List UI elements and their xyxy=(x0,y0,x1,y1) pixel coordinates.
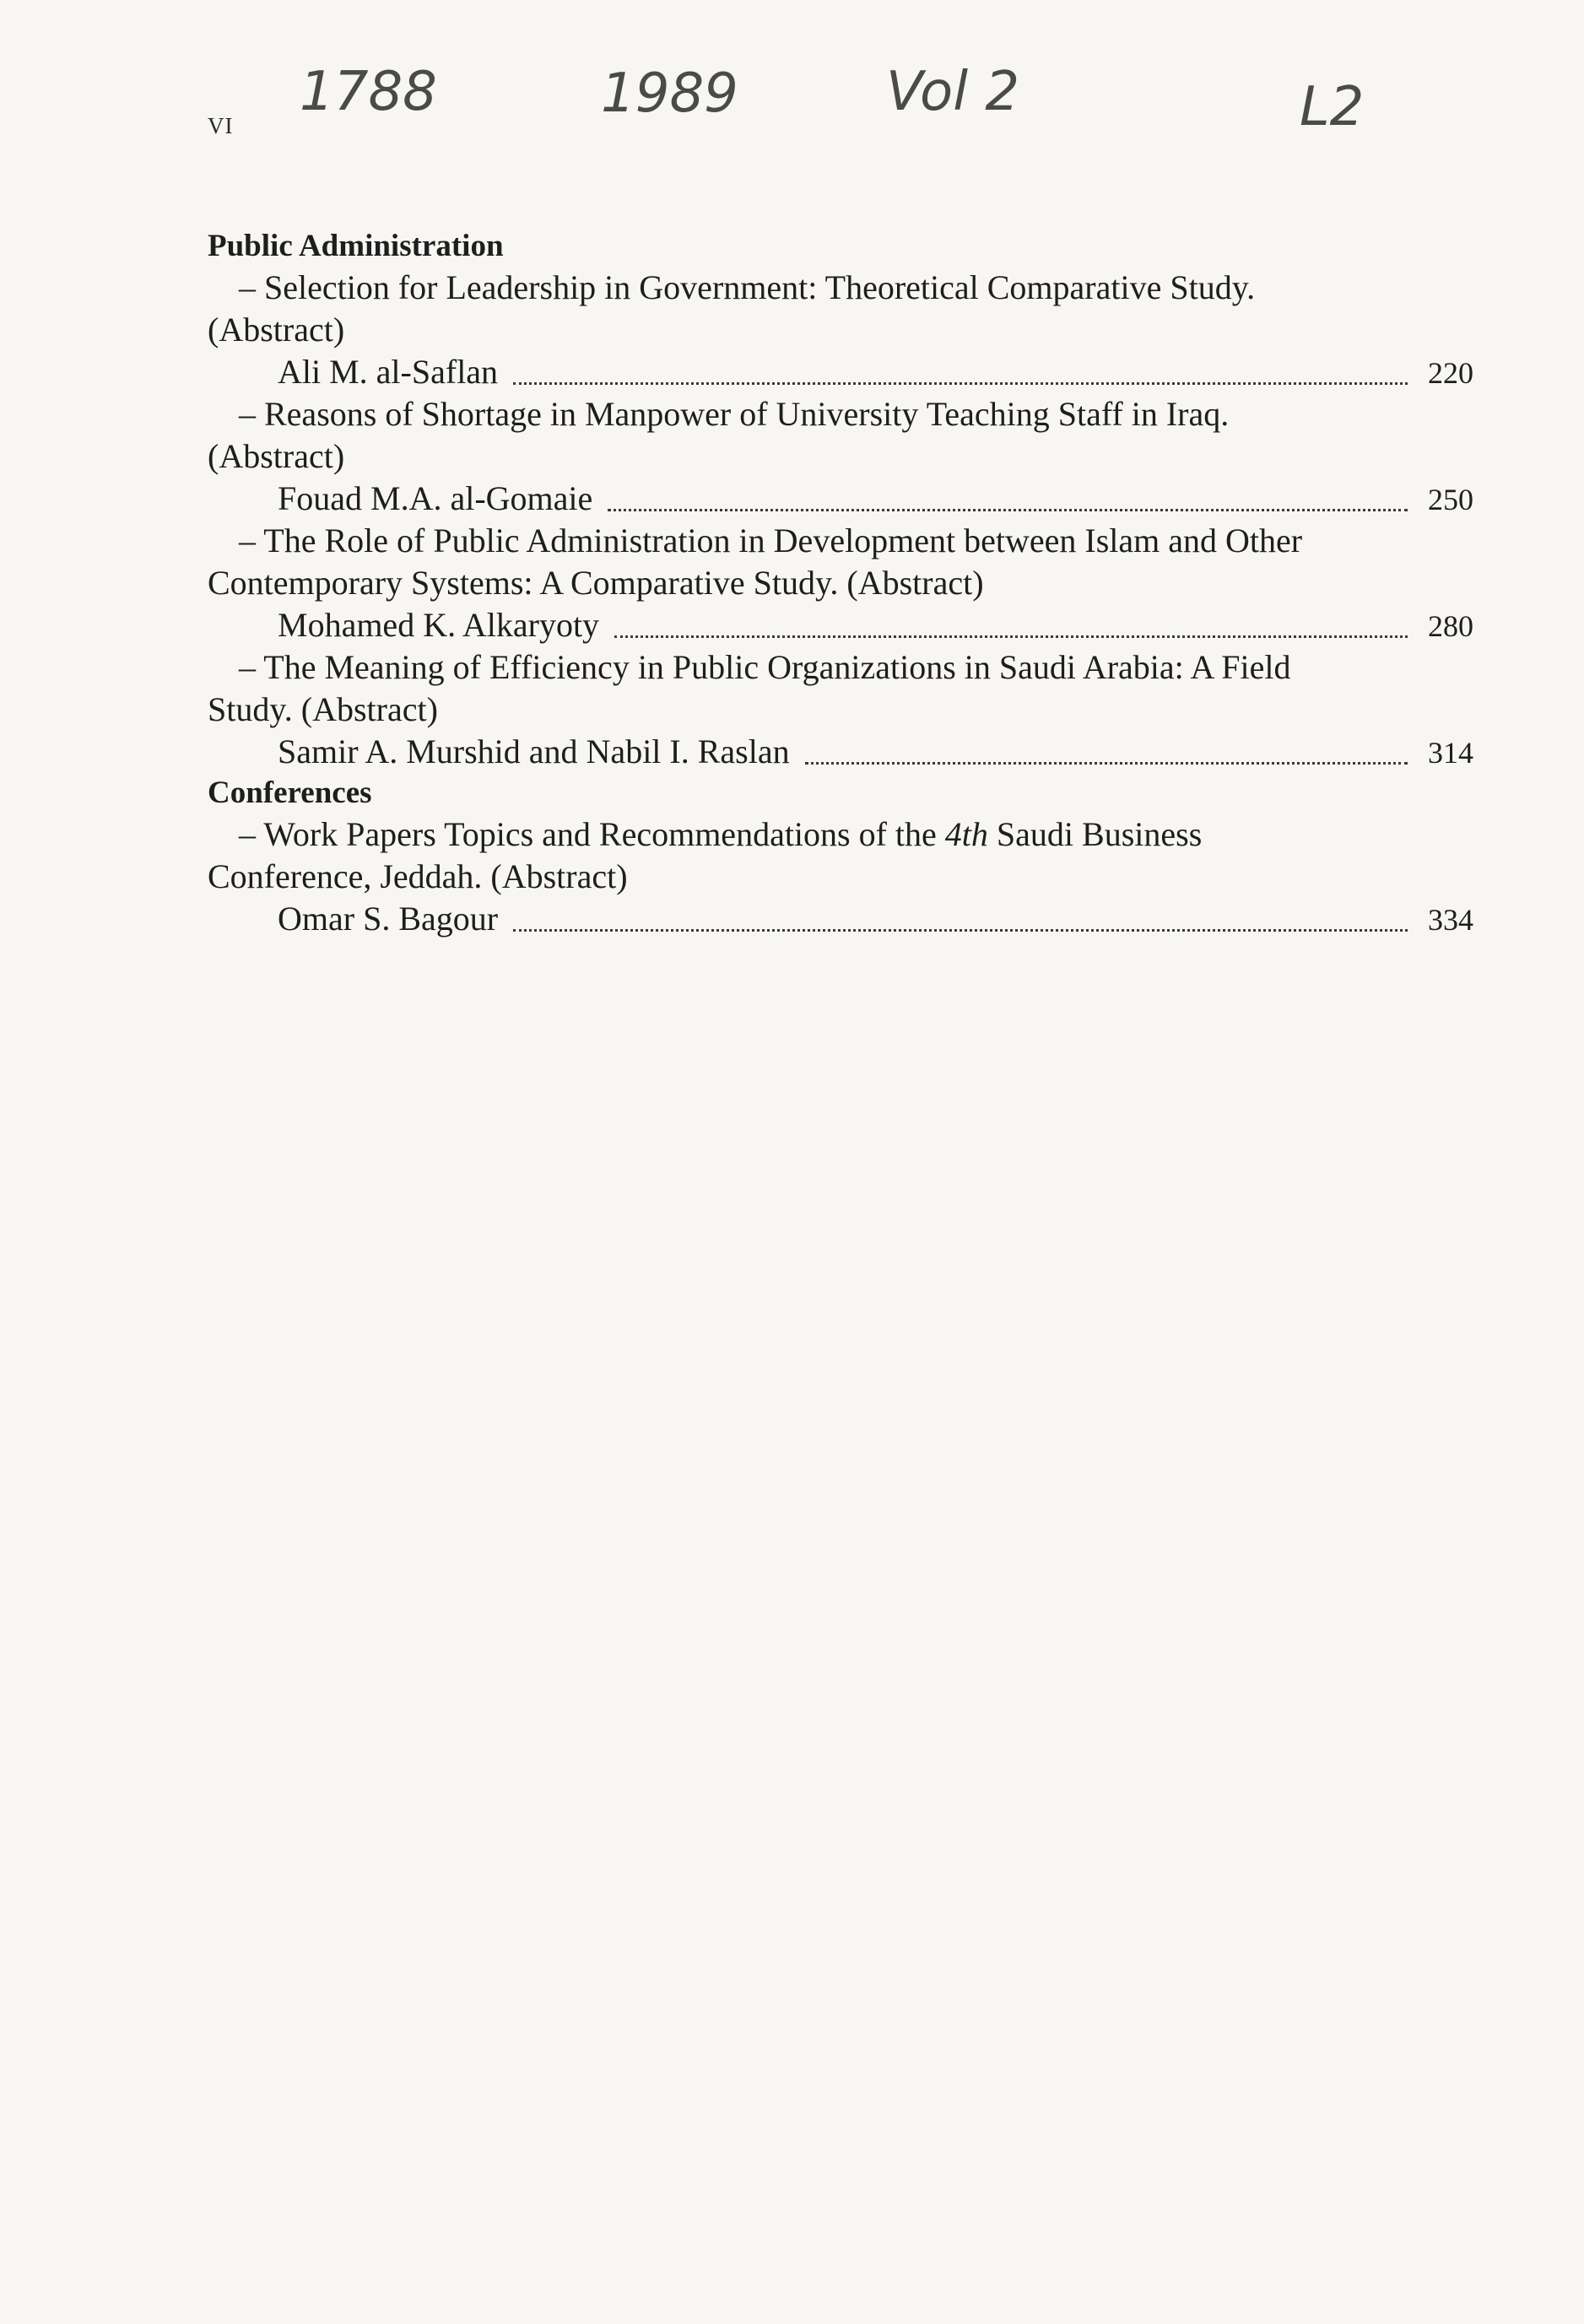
entry-author-line xyxy=(208,604,1473,646)
dot-leader xyxy=(614,635,1408,638)
entry-author: Omar S. Bagour xyxy=(278,900,499,938)
handwritten-note: 1989 xyxy=(601,62,738,125)
section-heading: Public Administration xyxy=(208,229,504,263)
entry-author: Ali M. al-Saflan xyxy=(278,353,499,391)
entry-title-start: – Work Papers Topics and Recommendations of the xyxy=(239,815,945,853)
handwritten-note: L2 xyxy=(1300,76,1365,138)
entry-page-number: 250 xyxy=(1428,483,1473,516)
dot-leader xyxy=(608,509,1408,511)
entry-title xyxy=(208,813,1338,898)
entry-page-number: 280 xyxy=(1428,609,1473,643)
toc-entry xyxy=(208,813,1473,940)
page-number: VI xyxy=(208,113,234,138)
handwritten-note: 1788 xyxy=(300,61,437,123)
table-of-contents xyxy=(208,226,1473,940)
entry-page-number: 334 xyxy=(1428,903,1473,937)
entry-title: – Selection for Leadership in Government: Theoretical Comparative Study. (Abstract) xyxy=(208,268,1256,349)
entry-page-number: 220 xyxy=(1428,356,1473,390)
entry-author-line xyxy=(208,731,1473,773)
toc-entry xyxy=(208,646,1473,773)
section-heading: Conferences xyxy=(208,776,372,810)
dot-leader xyxy=(805,762,1408,765)
entry-title: – The Role of Public Administration in Development between Islam and Other Contemporary Systems: A Comparative Study. (Abstract) xyxy=(208,522,1303,602)
toc-entry xyxy=(208,267,1473,393)
entry-author-line xyxy=(208,478,1473,520)
dot-leader xyxy=(513,382,1408,385)
entry-title-end: Saudi Business Conference, Jeddah. (Abstract) xyxy=(208,815,1203,895)
dot-leader xyxy=(513,929,1408,932)
entry-title: – Reasons of Shortage in Manpower of University Teaching Staff in Iraq. (Abstract) xyxy=(208,395,1230,475)
entry-title: – The Meaning of Efficiency in Public Organizations in Saudi Arabia: A Field Study. (Abstract) xyxy=(208,648,1291,728)
entry-author-line xyxy=(208,898,1473,940)
entry-author: Fouad M.A. al-Gomaie xyxy=(278,479,593,517)
entry-author: Samir A. Murshid and Nabil I. Raslan xyxy=(278,732,790,770)
entry-author: Mohamed K. Alkaryoty xyxy=(278,606,600,644)
handwritten-note: Vol 2 xyxy=(886,61,1020,123)
toc-entry xyxy=(208,393,1473,520)
toc-entry xyxy=(208,520,1473,646)
entry-title-ordinal: 4th xyxy=(944,815,988,853)
entry-page-number: 314 xyxy=(1428,736,1473,770)
entry-author-line xyxy=(208,351,1473,393)
